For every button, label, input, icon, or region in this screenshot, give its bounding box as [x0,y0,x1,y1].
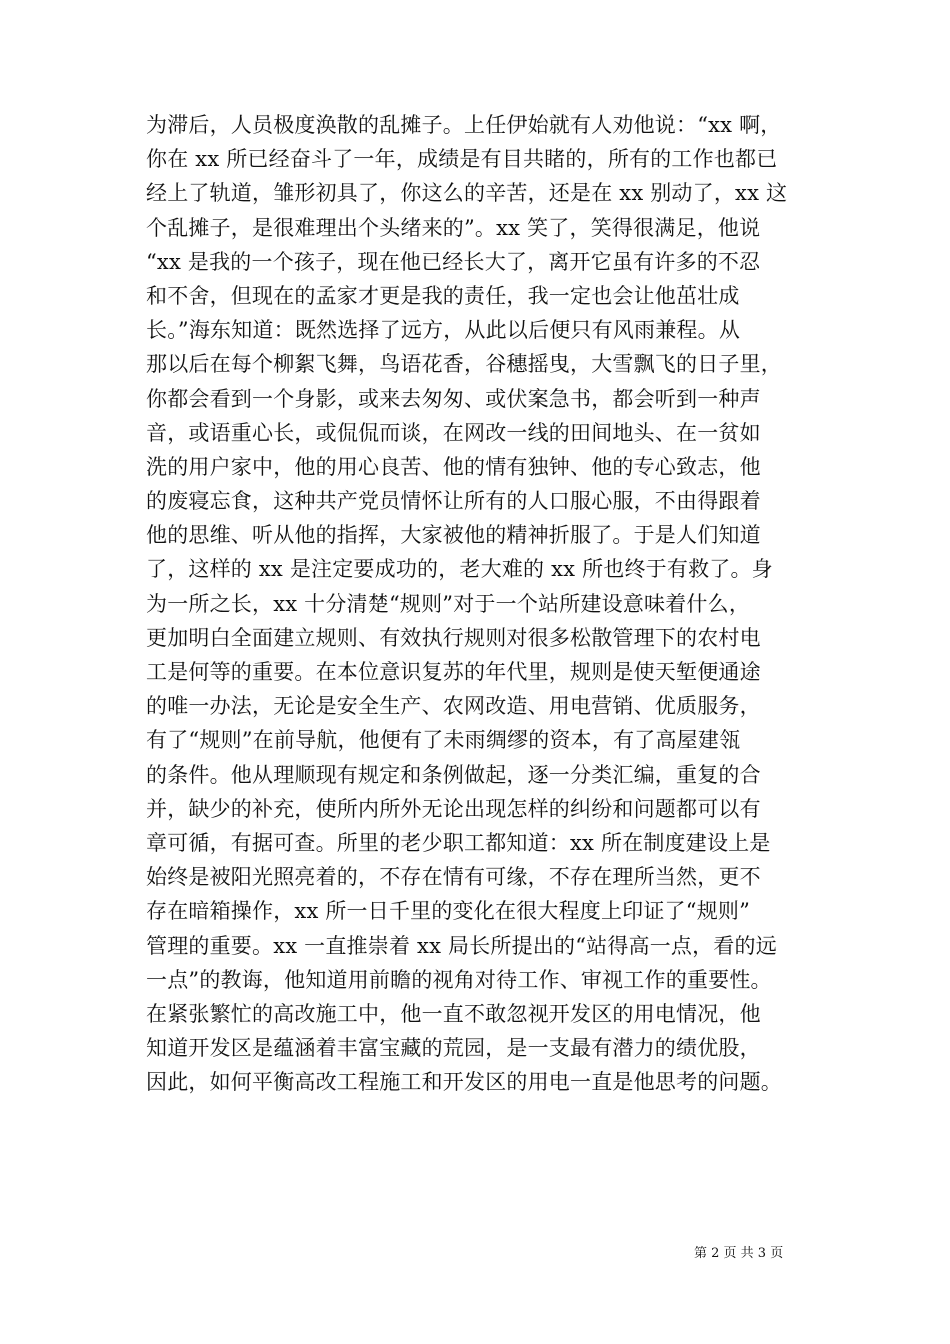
text-line: 有了“规则”在前导航，他便有了未雨绸缪的资本，有了高屋建瓴 [146,728,741,753]
text-line: 一点”的教诲，他知道用前瞻的视角对待工作、审视工作的重要性。 [146,967,772,992]
text-line: 你都会看到一个身影，或来去匆匆、或伏案急书，都会听到一种声 [146,386,761,411]
text-line: 了，这样的 xx 是注定要成功的，老大难的 xx 所也终于有救了。身 [146,557,773,582]
text-line: 的条件。他从理顺现有规定和条例做起，逐一分类汇编，重复的合 [146,762,761,787]
text-line: 和不舍，但现在的孟家才更是我的责任，我一定也会让他茁壮成 [146,283,740,308]
text-line: 音，或语重心长，或侃侃而谈，在网改一线的田间地头、在一贫如 [146,420,761,445]
text-line: 经上了轨道，雏形初具了，你这么的辛苦，还是在 xx 别动了，xx 这 [146,181,788,206]
text-line: 在紧张繁忙的高改施工中，他一直不敢忽视开发区的用电情况，他 [146,1001,761,1026]
text-line: 管理的重要。xx 一直推崇着 xx 局长所提出的“站得高一点，看的远 [146,933,777,958]
text-line: 个乱摊子，是很难理出个头绪来的”。xx 笑了，笑得很满足，他说 [146,215,761,240]
text-line: 的唯一办法，无论是安全生产、农网改造、用电营销、优质服务， [146,694,761,719]
text-line: 为滞后，人员极度涣散的乱摊子。上任伊始就有人劝他说：“xx 啊， [146,113,782,137]
text-line: 知道开发区是蕴涵着丰富宝藏的荒园，是一支最有潜力的绩优股， [146,1036,761,1061]
text-line: 因此，如何平衡高改工程施工和开发区的用电一直是他思考的问题。 [146,1070,782,1095]
text-line: 更加明白全面建立规则、有效执行规则对很多松散管理下的农村电 [146,625,761,650]
text-line: 你在 xx 所已经奋斗了一年，成绩是有目共睹的，所有的工作也都已 [146,147,778,172]
text-line: 为一所之长，xx 十分清楚“规则”对于一个站所建设意味着什么， [146,591,751,616]
text-line: 长。”海东知道：既然选择了远方，从此以后便只有风雨兼程。从 [146,318,741,343]
text-line: 的废寝忘食，这种共产党员情怀让所有的人口服心服，不由得跟着 [146,489,761,514]
text-line: “xx 是我的一个孩子，现在他已经长大了，离开它虽有许多的不忍 [146,249,761,274]
text-line: 那以后在每个柳絮飞舞，鸟语花香，谷穗摇曳，大雪飘飞的日子里， [146,352,782,377]
text-line: 并，缺少的补充，使所内所外无论出现怎样的纠纷和问题都可以有 [146,796,761,821]
text-line: 他的思维、听从他的指挥，大家被他的精神折服了。于是人们知道 [146,523,761,548]
text-line: 始终是被阳光照亮着的，不存在情有可缘，不存在理所当然，更不 [146,865,761,890]
document-body [146,108,826,1099]
text-line: 洗的用户家中，他的用心良苦、他的情有独钟、他的专心致志，他 [146,454,761,479]
page-number: 第 2 页 共 3 页 [694,1246,784,1261]
text-line: 工是何等的重要。在本位意识复苏的年代里，规则是使天堑便通途 [146,660,761,684]
text-line: 章可循，有据可查。所里的老少职工都知道：xx 所在制度建设上是 [146,830,771,855]
text-line: 存在暗箱操作，xx 所一日千里的变化在很大程度上印证了“规则” [146,899,751,924]
